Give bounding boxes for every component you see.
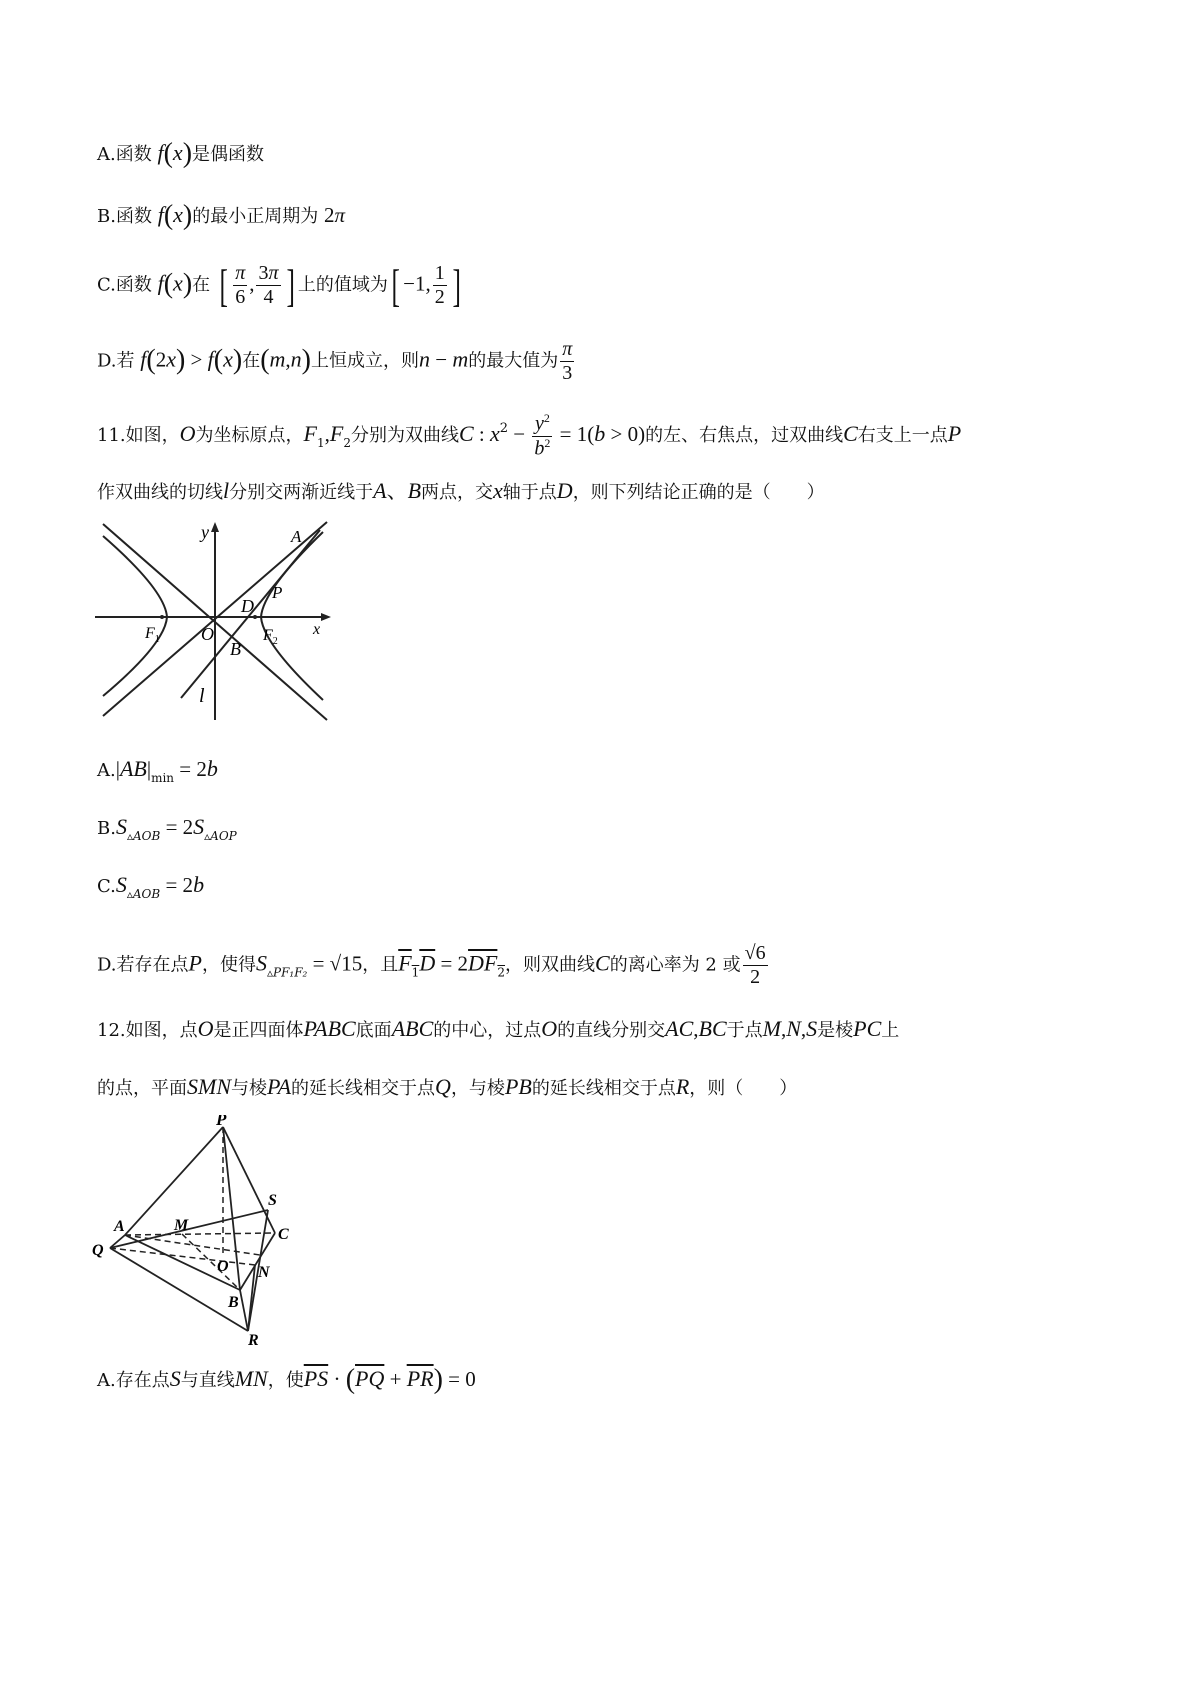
label-l: l xyxy=(199,685,205,707)
q11-option-b: $B.S_{▵AOB} = 2S_{▵AOP}$ xyxy=(97,814,237,843)
label-P: P xyxy=(272,583,283,602)
label-O: O xyxy=(217,1258,229,1275)
label-A: A xyxy=(114,1218,125,1235)
label-B: B xyxy=(230,639,241,659)
label-A: A xyxy=(291,527,302,546)
q11-option-d: D.若存在点P，使得$S_{▵PF_1F_2} = √15$，且$\overline{F}_1\overline{D} = 2\overline{DF}_2$，则双曲线C的离心率为 2 或 $\frac{√6}{2}$ xyxy=(97,942,766,988)
label-x: x xyxy=(313,621,321,638)
q11-stem-line1: 11.如图，O为坐标原点，$F_1,F_2$分别为双曲线C : $x^2$ − $\frac{y^2}{b^2}$ = 1(b > 0)的左、右焦点，过双曲线C右支上一点P xyxy=(97,411,962,460)
q12-stem-line2: 的点，平面SMN与棱PA的延长线相交于点Q，与棱PB的延长线相交于点R，则（ ） xyxy=(97,1074,798,1099)
label-D: D xyxy=(241,596,254,616)
q12-stem-line1: 12.如图，点O是正四面体PABC底面ABC的中心，过点O的直线分别交AC,BC于点M,N,S是棱PC上 xyxy=(97,1016,900,1041)
label-O: O xyxy=(201,624,214,644)
q10-option-b: B.函数 f(x)的最小正周期为 2π xyxy=(97,200,345,231)
label-F2: $F_2$ xyxy=(263,627,278,647)
tetrahedron-figure xyxy=(90,1115,310,1345)
q12-option-a: A.存在点S与直线MN，使$\overline{PS} \cdot (\overline{PQ} + \overline{PR}) = 0$ xyxy=(97,1364,476,1395)
q11-stem-line2: 作双曲线的切线l分别交两渐近线于A、B两点，交x轴于点D，则下列结论正确的是（ ） xyxy=(97,478,825,503)
label-P: P xyxy=(216,1115,227,1129)
label-F1: $F_1$ xyxy=(145,625,160,645)
label-M: M xyxy=(174,1217,189,1234)
label-C: C xyxy=(278,1226,289,1243)
label-Q: Q xyxy=(92,1242,104,1259)
label-S: S xyxy=(268,1192,277,1209)
hyperbola-figure xyxy=(95,520,345,730)
label-y: y xyxy=(201,522,209,542)
q10-option-a: A.函数 f(x)是偶函数 xyxy=(97,138,265,169)
q10-option-c: C.函数 f(x)在 [ $\frac{\pi}{6}$ , $\frac{3\pi}{4}$ ] 上的值域为[ −1, $\frac{1}{2}$ ] xyxy=(97,259,461,311)
label-R: R xyxy=(248,1332,259,1345)
label-N: N xyxy=(258,1264,270,1281)
label-B: B xyxy=(228,1294,239,1311)
q10-option-d: D.若 f(2x) > f(x)在(m,n)上恒成立，则n − m的最大值为 $\frac{\pi}{3}$ xyxy=(97,338,573,384)
q11-option-a: $A.|AB|_{min} = 2b$ xyxy=(97,756,218,785)
q11-option-c: $C.S_{▵AOB} = 2b$ xyxy=(97,872,205,901)
